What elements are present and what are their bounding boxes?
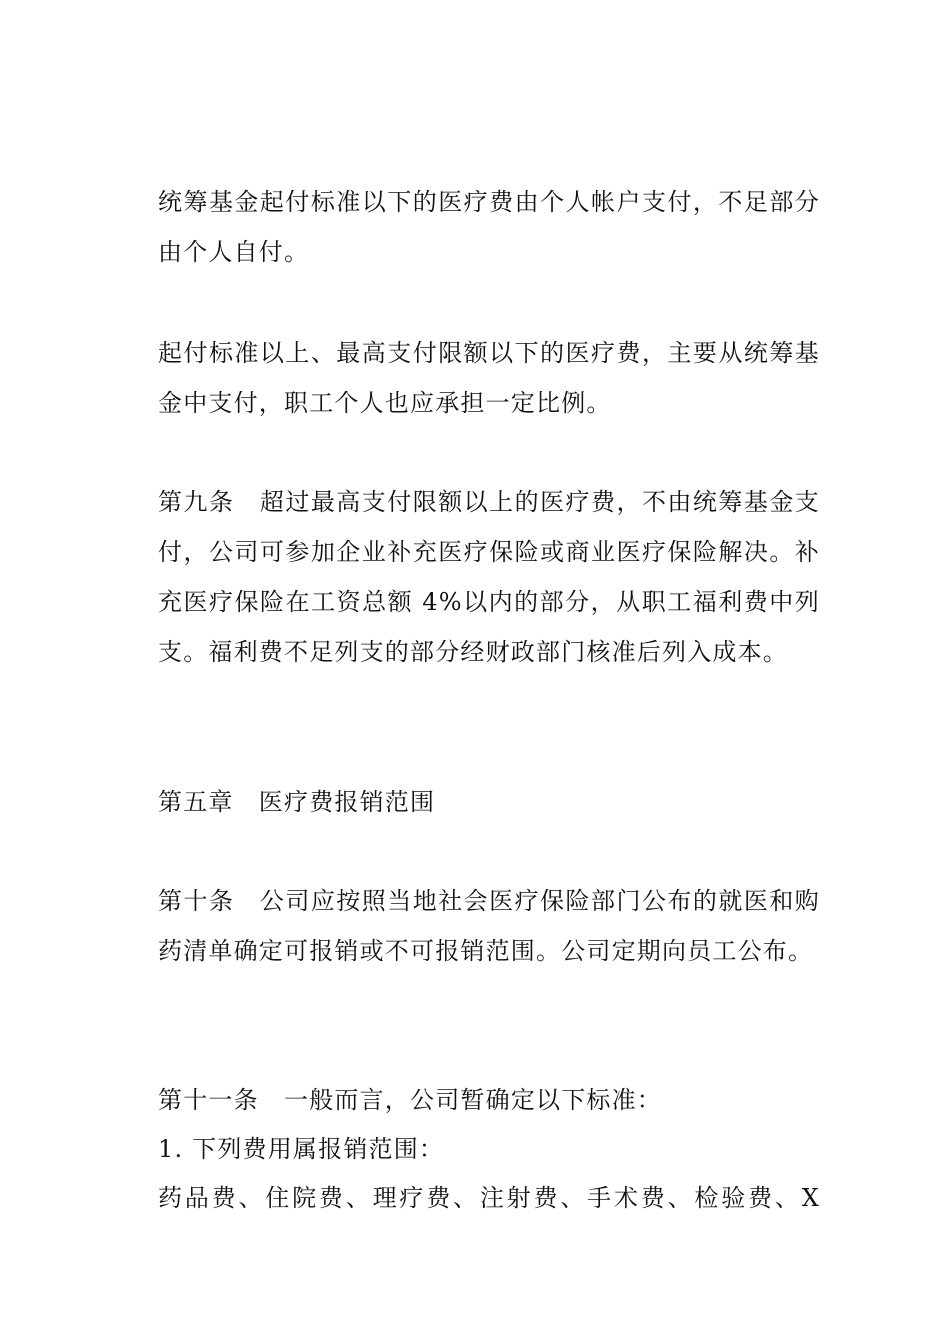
article-10: 第十条 公司应按照当地社会医疗保险部门公布的就医和购药清单确定可报销或不可报销范围。公司定期向员工公布。 (158, 887, 820, 965)
list-item-reimbursable-heading: 1. 下列费用属报销范围： (158, 1135, 445, 1163)
article-9: 第九条 超过最高支付限额以上的医疗费，不由统筹基金支付，公司可参加企业补充医疗保险或商业医疗保险解决。补充医疗保险在工资总额 4%以内的部分，从职工福利费中列支。福利费不足列支的部分经财政部门核准后列入成本。 (158, 488, 820, 666)
reimbursable-items: 药品费、住院费、理疗费、注射费、手术费、检验费、X (158, 1184, 820, 1212)
chapter-5-heading: 第五章 医疗费报销范围 (158, 788, 436, 816)
paragraph-personal-account: 统筹基金起付标准以下的医疗费由个人帐户支付，不足部分由个人自付。 (158, 188, 820, 266)
article-11: 第十一条 一般而言，公司暂确定以下标准： (158, 1086, 662, 1114)
paragraph-fund-payment: 起付标准以上、最高支付限额以下的医疗费，主要从统筹基金中支付，职工个人也应承担一定比例。 (158, 339, 820, 417)
